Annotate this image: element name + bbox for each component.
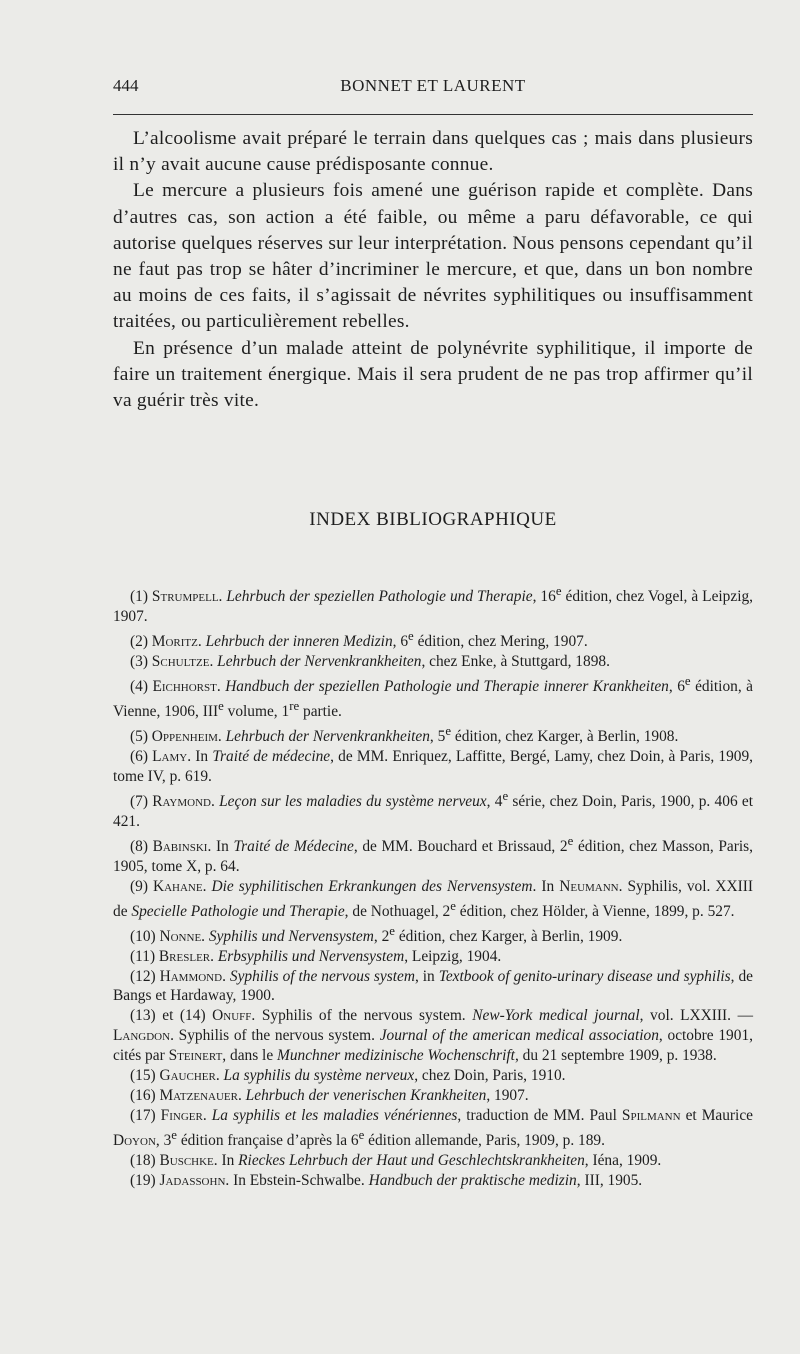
author-name: Langdon [113, 1027, 171, 1045]
entry-text: . [222, 967, 230, 985]
entry-text: . [237, 1086, 246, 1104]
bibliography-entry [113, 1106, 753, 1151]
entry-text: . Syphilis of the nervous system. [251, 1007, 473, 1025]
entry-text: (11) [130, 947, 159, 965]
entry-text: . In [213, 1151, 239, 1169]
entry-text: (5) [130, 728, 152, 746]
superscript: e [408, 628, 414, 643]
bibliography-entry [113, 747, 753, 787]
paragraph: En présence d’un malade atteint de polynévrite syphilitique, il importe de faire un traitement énergique. Mais il sera prudent de ne pas trop affirmer qu’il va guérir très vite. [113, 337, 753, 412]
entry-text: (2) [130, 633, 152, 651]
work-title: Traité de Médecine [233, 837, 354, 855]
bibliography-entry [113, 1171, 753, 1191]
author-name: Moritz [151, 633, 198, 651]
author-name: Hammond [159, 967, 223, 985]
work-title: New-York medical journal [472, 1007, 640, 1025]
entry-text: . [201, 927, 209, 945]
work-title: Textbook of genito-urinary disease und syphilis [438, 967, 731, 985]
header-rule [113, 114, 753, 115]
entry-text: édition, chez Hölder, à Vienne, 1899, p. 527. [455, 902, 735, 920]
entry-text: (3) [130, 652, 152, 670]
page-number: 444 [113, 76, 139, 95]
work-title: Syphilis und Nervensystem [208, 927, 374, 945]
work-title: Handbuch der praktische medizin [368, 1171, 577, 1189]
entry-text: (16) [130, 1086, 160, 1104]
superscript: e [555, 584, 562, 598]
bibliography-entry [113, 672, 753, 722]
work-title: Leçon sur les maladies du système nerveux [219, 792, 487, 810]
superscript: re [289, 698, 300, 713]
paragraph: L’alcoolisme avait préparé le terrain dans quelques cas ; mais dans plusieurs il n’y avait aucune cause prédisposante connue. [113, 128, 753, 176]
entry-text: édition, chez Karger, à Berlin, 1908. [451, 728, 679, 746]
entry-text: . In [207, 837, 234, 855]
bibliography-entry [113, 582, 753, 627]
entry-text: (10) [130, 927, 160, 945]
entry-text: , octobre 1901, cités par [113, 1027, 753, 1065]
entry-text: (8) [130, 837, 153, 855]
author-name: Onuff [212, 1007, 252, 1025]
author-name: Strumpell [151, 588, 219, 606]
entry-text: (17) [130, 1106, 161, 1124]
entry-text: édition, chez Karger, à Berlin, 1909. [394, 927, 623, 945]
work-title: Die syphilitischen Erkrankungen des Nervensystem [211, 877, 533, 895]
entry-text: (1) [130, 588, 152, 606]
superscript: e [389, 923, 395, 938]
work-title: Handbuch der speziellen Pathologie und Therapie innerer Krankheiten [225, 678, 669, 695]
author-name: Gaucher [159, 1067, 216, 1085]
entry-text: , chez Enke, à Stuttgard, 1898. [421, 652, 610, 670]
entry-text: , Iéna, 1909. [584, 1151, 662, 1169]
entry-text: , dans le [222, 1047, 278, 1065]
entry-text: , de Bangs et Hardaway, 1900. [113, 967, 753, 1005]
entry-text: (6) [130, 747, 153, 765]
entry-text: , traduction de MM. Paul [457, 1106, 622, 1124]
paragraph: Le mercure a plusieurs fois amené une guérison rapide et complète. Dans d’autres cas, son action a été faible, ou même a paru défavorable, ce qui autorise quelques réserves sur leur interprétation. Nous pensons cependant qu’il ne faut pas trop se hâter d’incriminer le mercure, et que, dans un bon nombre au moins de ces faits, il s’agissait de névrites syphilitiques ou insuffisamment traitées, ou particulièrement rebelles. [113, 180, 753, 333]
entry-text: , de MM. Bouchard et Brissaud, 2 [353, 837, 568, 855]
superscript: e [218, 698, 224, 713]
work-title: Lehrbuch der venerischen Krankheiten [245, 1086, 487, 1104]
work-title: Traité de médecine [212, 747, 331, 765]
author-name: Jadassohn [159, 1171, 226, 1189]
bibliography-entry [113, 967, 753, 1007]
entry-text: édition, chez Mering, 1907. [413, 633, 588, 651]
section-title: INDEX BIBLIOGRAPHIQUE [309, 509, 557, 530]
author-name: Steinert [168, 1047, 223, 1065]
work-title: Lehrbuch der Nervenkrankheiten [217, 652, 422, 670]
entry-text: , 2 [373, 927, 390, 945]
author-name: Finger [160, 1106, 203, 1124]
entry-text: . [210, 792, 220, 810]
bibliography-entry [113, 1151, 753, 1171]
superscript: e [358, 1127, 365, 1142]
work-title: Munchner medizinische Wochenschrift [277, 1047, 515, 1065]
entry-text: , III, 1905. [576, 1171, 643, 1189]
entry-text: . In Ebstein-Schwalbe. [225, 1171, 369, 1189]
entry-text: . [216, 678, 226, 695]
entry-text: édition allemande, Paris, 1909, p. 189. [364, 1131, 605, 1149]
bibliography-entry [113, 787, 753, 832]
entry-text: . [202, 877, 212, 895]
entry-text: édition, chez Masson, Paris, 1905, tome X, p. 64. [113, 837, 754, 875]
entry-text: , 1907. [486, 1086, 529, 1104]
superscript: e [445, 723, 452, 738]
entry-text: , Leipzig, 1904. [404, 947, 502, 965]
entry-text: . [215, 1067, 224, 1085]
author-name: Babinski [152, 837, 208, 855]
entry-text: série, chez Doin, Paris, 1900, p. 406 et 421. [113, 792, 754, 830]
entry-text: (15) [130, 1067, 160, 1085]
entry-text: . [210, 947, 218, 965]
bibliography-entry [113, 627, 753, 652]
work-title: La syphilis du système nerveux [223, 1067, 415, 1085]
author-name: Nonne [159, 927, 202, 945]
entry-text: et Maurice [680, 1106, 753, 1124]
work-title: Lehrbuch der inneren Medizin [205, 633, 393, 651]
bibliography-entry [113, 1006, 753, 1066]
entry-text: (7) [130, 792, 153, 810]
author-name: Doyon [113, 1131, 156, 1149]
work-title: Rieckes Lehrbuch der Haut und Geschlechtskrankheiten [238, 1151, 585, 1169]
bibliography-entry [113, 832, 753, 877]
entry-text: . [217, 728, 226, 746]
entry-text: , 6 [392, 633, 409, 651]
superscript: e [567, 833, 574, 848]
entry-text: , 16 [532, 588, 556, 606]
work-title: La syphilis et les maladies vénériennes [211, 1106, 458, 1124]
body-text [113, 126, 753, 414]
superscript: e [502, 788, 509, 803]
entry-text: (9) [130, 877, 153, 895]
bibliography-entry [113, 922, 753, 947]
work-title: Lehrbuch der Nervenkrankheiten [225, 728, 430, 746]
work-title: Journal of the american medical association [379, 1027, 659, 1045]
author-name: Spilmann [621, 1106, 681, 1124]
author-name: Oppenheim [151, 728, 218, 746]
entry-text: volume, 1 [223, 703, 290, 721]
work-title: Syphilis of the nervous system [229, 967, 415, 985]
entry-text: , 5 [429, 728, 446, 746]
entry-text: (19) [130, 1171, 160, 1189]
entry-text: . [202, 1106, 212, 1124]
bibliography-entry [113, 722, 753, 747]
entry-text: (12) [130, 967, 160, 985]
author-name: Bresler [158, 947, 211, 965]
bibliography-entry [113, 1086, 753, 1106]
entry-text: . Syphilis of the nervous system. [170, 1027, 380, 1045]
entry-text: (13) et (14) [130, 1007, 213, 1025]
entry-text: . Syphilis, vol. XXIII de [113, 877, 753, 920]
work-title: Specielle Pathologie und Therapie [131, 902, 345, 920]
author-name: Eichhorst [152, 678, 217, 695]
entry-text: . [218, 588, 227, 606]
author-name: Kahane [152, 877, 203, 895]
entry-text: , chez Doin, Paris, 1910. [414, 1067, 566, 1085]
entry-text: édition française d’après la 6 [176, 1131, 359, 1149]
bibliography-entry [113, 1066, 753, 1086]
superscript: e [450, 898, 456, 913]
entry-text: . In [532, 877, 560, 895]
bibliography-entry [113, 877, 753, 922]
entry-text: , de MM. Enriquez, Laffitte, Bergé, Lamy, chez Doin, à Paris, 1909, tome IV, p. 619. [113, 747, 753, 785]
author-name: Lamy [152, 747, 188, 765]
author-name: Matzenauer [159, 1086, 238, 1104]
entry-text: (4) [130, 678, 153, 695]
entry-text: , 4 [486, 792, 503, 810]
author-name: Raymond [152, 792, 211, 810]
bibliography-entry [113, 947, 753, 967]
entry-text: , in [414, 967, 439, 985]
author-name: Schultze [151, 652, 210, 670]
entry-text: édition, à Vienne, 1906, III [113, 678, 754, 721]
entry-text: . In [187, 747, 213, 765]
entry-text: , 3 [155, 1131, 172, 1149]
author-name: Neumann [559, 877, 619, 895]
entry-text: , 6 [668, 678, 685, 695]
superscript: e [171, 1127, 177, 1142]
entry-text: . [209, 652, 218, 670]
author-name: Buschke [159, 1151, 214, 1169]
entry-text: , de Nothuagel, 2 [344, 902, 451, 920]
entry-text: . [197, 633, 206, 651]
page-header [113, 76, 753, 98]
entry-text: édition, chez Vogel, à Leipzig, 1907. [113, 588, 754, 626]
bibliography-entry [113, 652, 753, 672]
work-title: Lehrbuch der speziellen Pathologie und Therapie [226, 588, 533, 606]
bibliography-list [113, 582, 753, 1191]
entry-text: partie. [299, 703, 342, 721]
entry-text: , du 21 septembre 1909, p. 1938. [514, 1047, 717, 1065]
running-title: BONNET ET LAURENT [340, 76, 526, 95]
work-title: Erbsyphilis und Nervensystem [217, 947, 405, 965]
entry-text: (18) [130, 1151, 160, 1169]
superscript: e [684, 673, 691, 688]
entry-text: , vol. LXXIII. — [639, 1007, 753, 1025]
